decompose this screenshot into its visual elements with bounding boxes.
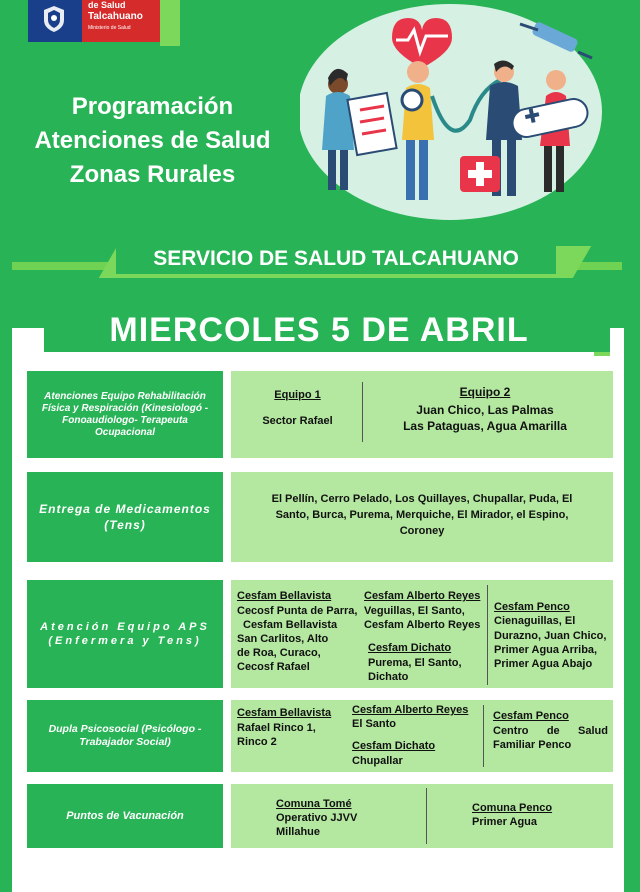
aps-c2b-title: Cesfam Dichato xyxy=(368,642,452,654)
logo-text-2: Talcahuano xyxy=(88,11,143,22)
vac-c1-title: Comuna Tomé xyxy=(276,798,352,810)
rehab-divider xyxy=(362,382,363,442)
meds-line3: Coroney xyxy=(399,525,445,537)
aps-c2-title: Cesfam Alberto Reyes xyxy=(364,590,481,602)
aps-c2-l2: Cesfam Alberto Reyes xyxy=(364,619,481,631)
rehab-team2-title: Equipo 2 xyxy=(459,385,511,399)
aps-c3-l1: Cienaguillas, El xyxy=(494,615,576,627)
meds-line1: El Pellín, Cerro Pelado, Los Quillayes, Chupallar, Puda, El xyxy=(271,493,573,505)
aps-c3-title: Cesfam Penco xyxy=(494,601,570,613)
aps-divider xyxy=(487,585,488,685)
logo-text-1: de Salud xyxy=(88,0,126,10)
clipboard-icon xyxy=(347,93,396,155)
health-workers-illustration xyxy=(300,0,610,228)
dupla-c1-l2: Rinco 2 xyxy=(237,736,277,748)
logo-text-3: Ministerio de Salud xyxy=(88,25,131,31)
vac-label-text: Puntos de Vacunación xyxy=(66,810,184,822)
aps-label-text: Atención Equipo APS (Enfermera y Tens) xyxy=(40,621,210,647)
aps-c1-l3: San Carlitos, Alto xyxy=(237,633,329,645)
dupla-c3-l1: Centro de Salud xyxy=(493,725,608,737)
aps-c2-l1: Veguillas, El Santo, xyxy=(364,605,465,617)
ministry-logo xyxy=(28,0,160,42)
dupla-label-text: Dupla Psicosocial (Psicólogo - Trabajador Social) xyxy=(48,723,202,748)
title-line-2: Atenciones de Salud xyxy=(34,127,271,154)
dupla-c1-title: Cesfam Bellavista xyxy=(237,707,332,719)
dupla-divider xyxy=(483,705,484,767)
vac-c1-l2: Millahue xyxy=(276,826,321,838)
rehab-label-text: Atenciones Equipo Rehabilitación Física y Respiración (Kinesiologó - Fonoaudiologo- Terapeuta Ocupacional xyxy=(41,390,209,438)
aps-c3-l2: Durazno, Juan Chico, xyxy=(494,630,607,642)
vac-label xyxy=(27,784,223,848)
first-aid-kit-icon xyxy=(460,156,500,192)
vac-c2-l1: Primer Agua xyxy=(472,816,538,828)
meds-line2: Santo, Burca, Purema, Merquiche, El Mirador, el Espino, xyxy=(275,509,569,521)
rehab-team1-text: Sector Rafael xyxy=(262,415,333,427)
rehab-team2-line1: Juan Chico, Las Palmas xyxy=(416,403,554,417)
dupla-c2-title: Cesfam Alberto Reyes xyxy=(352,704,469,716)
dupla-c1-l1: Rafael Rinco 1, xyxy=(237,722,316,734)
vac-c2-title: Comuna Penco xyxy=(472,802,553,814)
dupla-c2-l1: El Santo xyxy=(352,718,397,730)
rehab-team1-title: Equipo 1 xyxy=(274,389,321,401)
dupla-c2b-l1: Chupallar xyxy=(352,755,403,767)
vac-divider xyxy=(426,788,427,844)
dupla-label xyxy=(27,700,223,772)
aps-label xyxy=(27,580,223,688)
title-line-1: Programación xyxy=(71,93,234,120)
vac-c1-l1: Operativo JJVV xyxy=(276,812,358,824)
aps-c1-title: Cesfam Bellavista xyxy=(237,590,332,602)
aps-c3-l3: Primer Agua Arriba, xyxy=(494,644,598,656)
date-title: MIERCOLES 5 DE ABRIL xyxy=(109,311,529,349)
service-banner: SERVICIO DE SALUD TALCAHUANO xyxy=(116,242,556,274)
meds-label xyxy=(27,472,223,562)
chilean-coat-of-arms-icon xyxy=(38,4,70,34)
meds-label-text: Entrega de Medicamentos (Tens) xyxy=(39,502,211,532)
aps-c1-l4: de Roa, Curaco, xyxy=(237,647,321,659)
logo-blue-block xyxy=(28,0,82,42)
dupla-c2b-title: Cesfam Dichato xyxy=(352,740,436,752)
page-title xyxy=(10,90,295,192)
aps-c1-l2: Cesfam Bellavista xyxy=(243,619,338,631)
dupla-c3-title: Cesfam Penco xyxy=(493,710,569,722)
title-line-3: Zonas Rurales xyxy=(69,161,236,188)
aps-c1-l5: Cecosf Rafael xyxy=(237,661,310,673)
aps-c2b-l1: Purema, El Santo, xyxy=(368,657,462,669)
aps-c1-l1: Cecosf Punta de Parra, xyxy=(237,605,358,617)
rehab-label xyxy=(27,371,223,458)
dupla-c3-l2: Familiar Penco xyxy=(493,739,572,751)
logo-red-block xyxy=(82,0,160,42)
rehab-team2-line2: Las Pataguas, Agua Amarilla xyxy=(403,419,567,433)
aps-c3-l4: Primer Agua Abajo xyxy=(494,658,593,670)
logo-shadow xyxy=(160,0,180,46)
aps-c2b-l2: Dichato xyxy=(368,671,409,683)
